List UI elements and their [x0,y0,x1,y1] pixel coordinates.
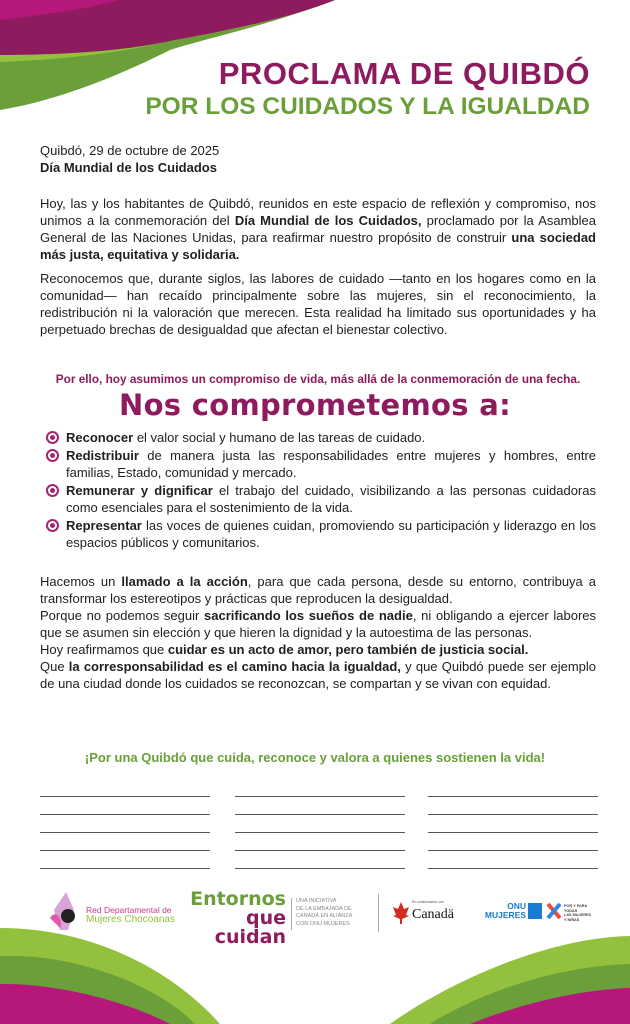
commitment-intro: Por ello, hoy asumimos un compromiso de vida, más allá de la conmemoración de una fecha. [55,372,581,386]
bold-run: sacrificando los sueños de nadie [204,608,413,623]
red-mujeres-name [86,905,175,925]
bold-run: la corresponsabilidad es el camino hacia la igualdad, [68,659,401,674]
signature-line [428,868,598,869]
bullet-icon [46,484,59,497]
bold-run: Día Mundial de los Cuidados, [234,213,422,228]
bottom-wave-decoration [0,928,630,1024]
logo-text: MUJERES [484,910,526,920]
commitment-list [46,429,596,552]
onu-mujeres-logo [482,902,526,920]
bold-run: Redistribuir [66,448,139,463]
paragraph [40,607,596,641]
text-run: las voces de quienes cuidan, promoviendo su participación y liderazgo en los espacios públicos y comunitarios. [66,518,596,550]
canada-caption: En colaboración con [412,900,444,904]
bold-run: Representar [66,518,142,533]
paragraph [40,573,596,607]
logo-text: ONU [507,901,526,911]
paragraph [40,641,596,658]
signature-line [40,832,210,833]
signature-line [428,814,598,815]
logo-text: TODAS [564,908,578,913]
divider [378,894,379,932]
paragraph-recognition: Reconocemos que, durante siglos, las labores de cuidado —tanto en los hogares como en la comunidad— han recaído principalmente sobre las mujeres, sin el reconocimiento, la redistribución ni la valoración que merecen. Esta realidad ha limitado sus oportunidades y ha perpetuado brechas de desigualdad que afectan el bienestar colectivo. [40,271,596,337]
logo-text: Y NIÑAS [564,917,580,922]
bold-run: Remunerar y dignificar [66,483,213,498]
bullet-icon [46,431,59,444]
logo-text: CANADÁ EN ALIANZA [296,913,353,919]
logo-text: Entornos [190,888,286,910]
text-run: el valor social y humano de las tareas de cuidado. [133,430,426,445]
todas-text [564,904,591,922]
logo-text: LAS MUJERES [564,913,592,917]
closing-slogan: ¡Por una Quibdó que cuida, reconoce y valora a quienes sostienen la vida! [84,750,546,765]
call-to-action [40,573,596,692]
paragraph-intro [40,195,596,263]
logo-text: Mujeres Chocoanas [86,914,175,925]
logo-text: UNA INICIATIVA [296,898,337,904]
logo-text: CON ONU MUJERES [296,920,350,927]
text-run: el trabajo del cuidado, visibilizando a las personas cuidadoras como esenciales para el sostenimiento de la vida. [66,483,596,515]
bold-run: una sociedad más justa, equitativa y solidaria. [40,230,597,262]
list-item [46,447,596,481]
text-run: , ni obligando a ejercer labores que se asumen sin elección y que hieren la dignidad y la autoestima de las personas. [40,608,597,640]
bullet-icon [46,519,59,532]
signature-line [40,850,210,851]
text-run: Porque no podemos seguir [40,608,205,623]
divider [291,898,292,930]
paragraph [40,658,596,692]
text-run: de manera justa las responsabilidades entre mujeres y hombres, entre familias, Estado, comunidad y mercado. [66,448,596,480]
bullet-icon [46,449,59,462]
signature-line [40,814,210,815]
bold-run: llamado a la acción [121,574,248,589]
logo-text: POR Y PARA [564,904,588,908]
logo-text: DE LA EMBAJADA DE [296,905,352,912]
signature-line [235,850,405,851]
canada-wordmark: Canadä [412,907,454,922]
text-run: y que Quibdó puede ser ejemplo de una ciudad donde los cuidados se reconozcan, se compartan y se vivan con equidad. [40,659,597,691]
text-run: , para que cada persona, desde su entorno, contribuya a transformar los estereotipos y prácticas que reproducen la desigualdad. [40,574,597,606]
date-line: Quibdó, 29 de octubre de 2025 [40,143,220,158]
text-run: proclamado por la Asamblea General de las Naciones Unidas, para reafirmar nuestro propósito de construir [40,213,597,245]
logo-text: que cuidan [214,907,286,948]
onu-emblem-icon [528,903,542,919]
list-item [46,429,596,446]
initiative-text [296,898,352,928]
signature-line [235,796,405,797]
signature-line [40,796,210,797]
text-run: Hacemos un [40,574,122,589]
list-item [46,482,596,516]
page-subtitle: POR LOS CUIDADOS Y LA IGUALDAD [145,93,590,120]
signature-line [428,832,598,833]
text-run: Hoy, las y los habitantes de Quibdó, reunidos en este espacio de reflexión y compromiso, nos unimos a la conmemoración del [40,196,596,228]
signature-line [428,850,598,851]
commitment-heading: Nos comprometemos a: [119,388,511,422]
list-item [46,517,596,551]
text-run: Hoy reafirmamos que [40,642,168,657]
signature-line [40,868,210,869]
signature-line [235,832,405,833]
bold-run: cuidar es un acto de amor, pero también de justicia social. [167,642,529,657]
bold-run: Reconocer [66,430,134,445]
day-name: Día Mundial de los Cuidados [40,160,217,175]
text-run: Que [40,659,69,674]
maple-leaf-icon [392,902,410,924]
signature-line [235,814,405,815]
logo-text: Red Departamental de [86,905,172,915]
generation-equality-icon [546,902,562,920]
signature-line [235,868,405,869]
page-title: PROCLAMA DE QUIBDÓ [218,56,590,91]
signature-line [428,796,598,797]
